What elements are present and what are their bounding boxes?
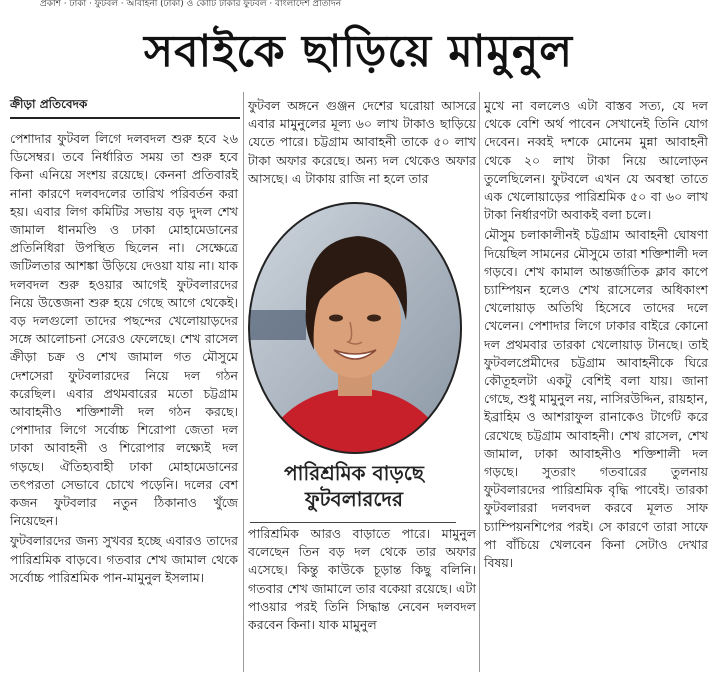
column-1-paragraph-1: পেশাদার ফুটবল লিগে দলবদল শুরু হবে ২৬ ডিসেম্বর। তবে নির্ধারিত সময় তা শুরু হবে কিনা এনিয়ে সংশয় রয়েছে। কেননা প্রতিবারই নানা কারণে দলবদলের তারিখ পরিবর্তন করা হয়। এবার লিগ কমিটির সভায় বড় দুদল শেখ জামাল ধানমণ্ডি ও ঢাকা মোহামেডানের প্রতিনিধিরা উপস্থিত ছিলেন না। সেক্ষেত্রে জটিলতার আশঙ্কা উড়িয়ে দেওয়া যায় না। যাক দলবদল শুরু হওয়ার আগেই ফুটবলারদের নিয়ে উত্তেজনা শুরু হয়ে গেছে আগে থেকেই। বড় দলগুলো তাদের পছন্দের খেলোয়াড়দের সঙ্গে আলোচনা সেরেও ফেলেছে। শেখ রাসেল ক্রীড়া চক্র ও শেখ জামাল গত মৌসুমে দেশসেরা ফুটবলারদের নিয়ে দল গঠন করেছিল। এবার প্রথমবারের মতো চট্টগ্রাম আবাহনীও শক্তিশালী দল গঠন করছে। পেশাদার লিগে সর্বোচ্চ শিরোপা জেতা দল ঢাকা আবাহনী ও শিরোপার লক্ষ্যেই দল গড়ছে। ঐতিহ্যবাহী ঢাকা মোহামেডানের তৎপরতা সেভাবে চোখে পড়েনি। দলের বেশ কজন ফুটবলার নতুন ঠিকানাও খুঁজে নিয়েছেন। <box>10 131 238 529</box>
column-2-top <box>248 97 476 190</box>
headline: সবাইকে ছাড়িয়ে মামুনুল <box>144 26 573 77</box>
column-2-bottom <box>248 525 476 636</box>
column-3-paragraph-2: মৌসুম চলাকালীনই চট্টগ্রাম আবাহনী ঘোষণা দিয়েছিল সামনের মৌসুমে তারা শক্তিশালী দল গড়বে। শেখ কামাল আন্তর্জাতিক ক্লাব কাপে চ্যাম্পিয়ন হলেও শেখ রাসেলের অধিকাংশ খেলোয়াড় অতিথি হিসেবে তাদের দলে খেলেন। পেশাদার লিগে ঢাকার বাইরে কোনো দল প্রথমবার তারকা খেলোয়াড় টানছে। তাই ফুটবলপ্রেমীদের চট্টগ্রাম আবাহনীকে ঘিরে কৌতূহলটা একটু বেশিই বলা যায়। জানা গেছে, শুধু মামুনুল নয়, নাসিরউদ্দিন, রায়হান, ইব্রাহিম ও আশরাফুল রানাকেও টার্গেট করে রেখেছে চট্টগ্রাম আবাহনী। শেখ রাসেল, শেখ জামাল, ঢাকা আবাহনীও শক্তিশালী দল গড়ছে। সুতরাং গতবারের তুলনায় ফুটবলারদের পারিশ্রমিক বৃদ্ধি পাবেই। তারকা ফুটবলাররা দলবদল করবে মূলত সাফ চ্যাম্পিয়নশিপের পরই। সে কারণে তারা সাফে পা বাঁচিয়ে খেলবেন কিনা সেটাও দেখার বিষয়। <box>484 227 708 571</box>
caption-rule <box>250 522 456 523</box>
byline-rule <box>10 117 240 119</box>
column-2-paragraph-1: ফুটবল অঙ্গনে গুঞ্জন দেশের ঘরোয়া আসরে এবার মামুনুলের মূল্য ৬০ লাখ টাকাও ছাড়িয়ে যেতে পারে। চট্টগ্রাম আবাহনী তাকে ৫০ লাখ টাকা অফার করেছে। অন্য দল থেকেও অফার আসছে। এ টাকায় রাজি না হলে তার <box>248 98 476 186</box>
byline: ক্রীড়া প্রতিবেদক <box>10 97 88 111</box>
top-strip: প্রকাশ · ঢাকা · ফুটবল · আবাহনী (ঢাকা) ও কোটি টাকার ফুটবল · বাংলাদেশ প্রতিদিন <box>40 0 342 8</box>
column-1 <box>10 130 238 589</box>
column-1-paragraph-2: ফুটবলারদের জন্য সুখবর হচ্ছে এবারও তাদের পারিশ্রমিক বাড়বে। গতবার শেখ জামাল থেকে সর্বোচ্চ পারিশ্রমিক পান-মামুনুল ইসলাম। <box>10 533 238 585</box>
column-2-paragraph-2: পারিশ্রমিক আরও বাড়াতে পারে। মামুনুল বলেছেন তিন বড় দল থেকে তার অফার এসেছে। কিন্তু কাউকে চূড়ান্ত কিছু বলিনি। গতবার শেখ জামালে তার বকেয়া রয়েছে। এটা পাওয়ার পরই তিনি সিদ্ধান্ত নেবেন দলবদল করবেন কিনা। যাক মামুনুল <box>248 526 476 633</box>
player-portrait-image <box>246 200 464 456</box>
column-3 <box>484 97 708 574</box>
column-divider-2 <box>479 92 480 672</box>
column-3-paragraph-1: মুখে না বললেও এটা বাস্তব সত্য, যে দল থেকে বেশি অর্থ পাবেন সেখানেই তিনি যোগ দেবেন। নব্বই দশকে মোনেম মুন্না আবাহনী থেকে ২০ লাখ টাকা নিয়ে আলোড়ন তুলেছিলেন। ফুটবলে এখন যে অবস্থা তাতে এক খেলোয়াড়ের পারিশ্রমিক ৫০ বা ৬০ লাখ টাকা নির্ধারণটা অবাকই বলা চলে। <box>484 98 708 223</box>
column-divider-1 <box>243 92 244 672</box>
player-photo <box>246 200 464 456</box>
caption-line-1: পারিশ্রমিক বাড়ছে <box>284 461 424 485</box>
caption-line-2: ফুটবলারদের <box>305 487 403 511</box>
photo-caption <box>248 460 460 512</box>
